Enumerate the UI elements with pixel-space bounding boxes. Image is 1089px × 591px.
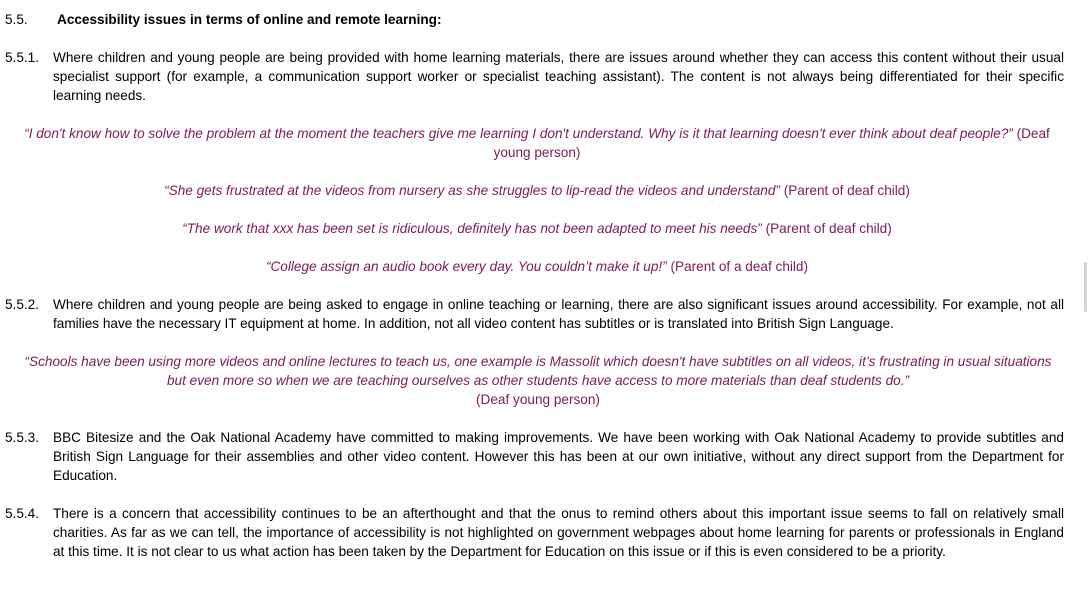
quote-text: “College assign an audio book every day. You couldn’t make it up!”	[265, 259, 667, 274]
section-title: Accessibility issues in terms of online and remote learning:	[57, 12, 442, 27]
paragraph-5-5-1	[5, 48, 1064, 105]
quote-text: “She gets frustrated at the videos from nursery as she struggles to lip-read the videos and understand”	[164, 183, 780, 198]
paragraph-number: 5.5.2.	[5, 297, 40, 312]
quote-1	[18, 124, 1056, 162]
paragraph-number: 5.5.4.	[5, 506, 40, 521]
paragraph-text: Where children and young people are being provided with home learning materials, there are issues around whether they can access this content without their usual specialist support (for example, a communication support worker or specialist teaching assistant). The content is not always being differentiated for their specific learning needs.	[53, 50, 1064, 103]
section-number: 5.5.	[5, 12, 28, 27]
quote-attribution: (Parent of a deaf child)	[670, 259, 809, 274]
paragraph-text: There is a concern that accessibility continues to be an afterthought and that the onus to remind others about this important issue seems to fall on relatively small charities. As far as we can tell, the importance of accessibility is not highlighted on government webpages about home learning for parents or professionals in England at this time. It is not clear to us what action has been taken by the Department for Education on this issue or if this is even considered to be a priority.	[53, 506, 1064, 559]
paragraph-text: BBC Bitesize and the Oak National Academy have committed to making improvements. We have been working with Oak National Academy to provide subtitles and British Sign Language for their assemblies and other video content. However this has been at our own initiative, without any direct support from the Department for Education.	[53, 430, 1064, 483]
quote-2	[18, 181, 1056, 200]
section-heading	[5, 10, 442, 29]
quote-attribution: (Deaf young person)	[476, 392, 600, 407]
paragraph-5-5-2	[5, 295, 1064, 333]
quote-attribution: (Deaf young person)	[493, 126, 1050, 160]
quote-text: “I don't know how to solve the problem at the moment the teachers give me learning I don't understand. Why is it that learning doesn't ever think about deaf people?”	[24, 126, 1013, 141]
quote-4	[18, 257, 1056, 276]
paragraph-5-5-3	[5, 428, 1064, 485]
paragraph-text: Where children and young people are being asked to engage in online teaching or learning, there are also significant issues around accessibility. For example, not all families have the necessary IT equipment at home. In addition, not all video content has subtitles or is translated into British Sign Language.	[53, 297, 1064, 331]
quote-text: “The work that xxx has been set is ridiculous, definitely has not been adapted to meet his needs”	[182, 221, 762, 236]
quote-5	[20, 352, 1056, 409]
paragraph-number: 5.5.3.	[5, 430, 40, 445]
scrollbar-thumb[interactable]	[1084, 262, 1087, 312]
quote-attribution: (Parent of deaf child)	[783, 183, 910, 198]
vertical-scrollbar[interactable]	[1081, 0, 1089, 591]
quote-text: “Schools have been using more videos and online lectures to teach us, one example is Massolit which doesn't have subtitles on all videos, it’s frustrating in usual situations but even more so when we are teaching ourselves as other students have access to more materials than deaf students do.”	[24, 354, 1052, 388]
paragraph-5-5-4	[5, 504, 1064, 561]
paragraph-number: 5.5.1.	[5, 50, 40, 65]
quote-3	[18, 219, 1056, 238]
quote-attribution: (Parent of deaf child)	[765, 221, 892, 236]
